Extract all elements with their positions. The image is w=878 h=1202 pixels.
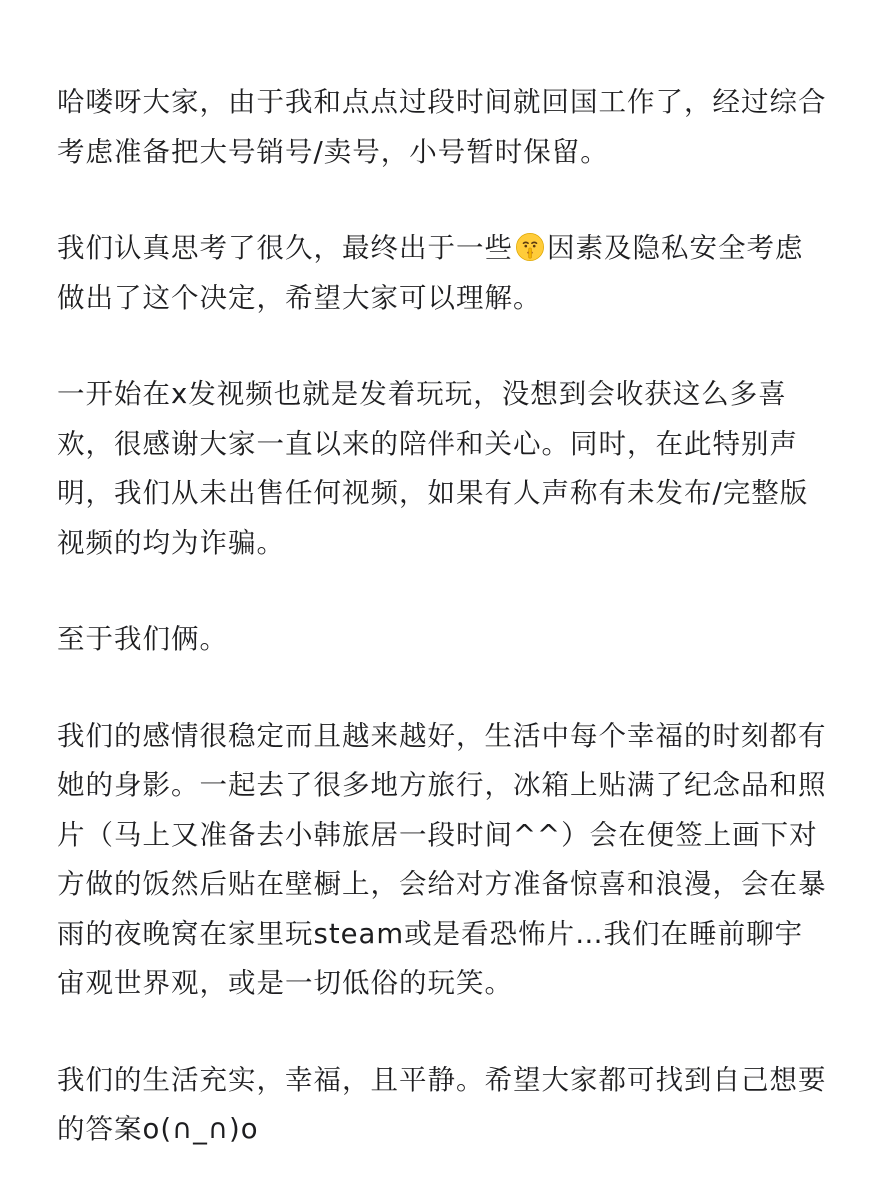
paragraph-closing: 我们的生活充实，幸福，且平静。希望大家都可找到自己想要的答案o(∩_∩)o [57,1063,827,1145]
paragraph-statement: 一开始在x发视频也就是发着玩玩，没想到会收获这么多喜欢，很感谢大家一直以来的陪伴和关心。同时，在此特别声明，我们从未出售任何视频，如果有人声称有未发布/完整版视频的均为诈骗。 [57,378,809,559]
paragraph-decision-end: 因素及隐私安全考虑做出了这个决定，希望大家可以理解。 [57,232,804,314]
paragraph-life: 我们的感情很稳定而且越来越好，生活中每个幸福的时刻都有她的身影。一起去了很多地方旅行，冰箱上贴满了纪念品和照片（马上又准备去小韩旅居一段时间^^）会在便签上画下对方做的饭然后贴在壁橱上，会给对方准备惊喜和浪漫，会在暴雨的夜晚窝在家里玩steam或是看恐怖片…我们在睡前聊宇宙观世界观，或是一切低俗的玩笑。 [57,719,827,999]
paragraph-intro: 哈喽呀大家，由于我和点点过段时间就回国工作了，经过综合考虑准备把大号销号/卖号，小号暂时保留。 [57,86,827,168]
paragraph-us: 至于我们俩。 [57,623,228,655]
paragraph-decision-start: 我们认真思考了很久，最终出于一些 [57,232,513,264]
post-body [57,78,827,1202]
paragraph-decision [57,224,827,323]
shushing-face-icon [515,232,545,262]
